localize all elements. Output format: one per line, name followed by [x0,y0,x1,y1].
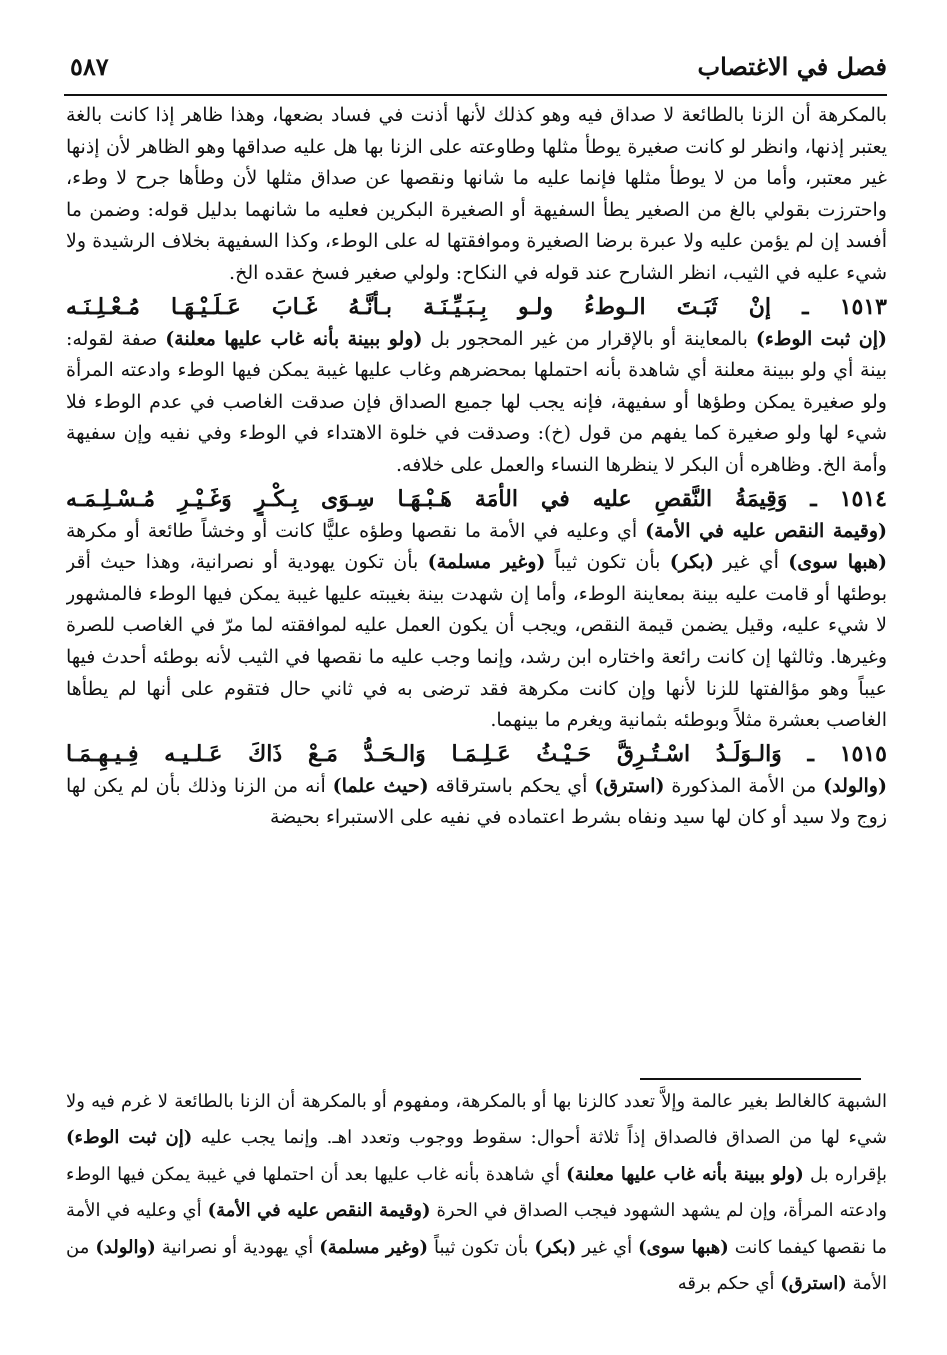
quoted-term: (وغير مسلمة) [319,1236,429,1258]
quoted-term: (ولو ببينة بأنه غاب عليها معلنة) [566,1163,804,1185]
quoted-term: (بكر) [669,551,714,574]
paragraph-text: صفة لقوله: بينة أي ولو ببينة معلنة أي شاهدة بأنه احتملها بمحضرهم وغاب عليها غيبة يمكن فيها الوطء وادعته المرأة ولو صغيرة يمكن وطؤها أو سفيهة، فإنه يجب لها جميع الصداق فإن صدقت الغاصب في عدم الوطء فلا شيء لها ولو صغيرة كما يفهم من قول (خ): وصدقت في خلوة الاهتداء في الوطء وفي نفيه وإن سفيهة وأمة الخ. وظاهره أن البكر لا ينظرها النساء والعمل على خلافه. [66,327,887,476]
paragraph-commentary-1515 [66,771,887,834]
footnote-text: من الأمة [66,1236,887,1295]
page-header [70,44,887,88]
quoted-term: (حيث علما) [332,774,429,797]
paragraph-commentary-1514 [66,516,887,737]
footnote-text: بأن تكون ثيباً [428,1236,535,1258]
footnote-paragraph [66,1084,887,1302]
quoted-term: (استرق) [594,774,665,797]
paragraph-text: بالمعاينة أو بالإقرار من غير المحجور بل [422,327,756,350]
page-number: ٥٨٧ [70,52,109,81]
quoted-term: (استرق) [780,1273,847,1295]
paragraph-text: أي وعليه في الأمة ما نقصها وطؤه عليًّا كانت أو وخشاً طائعة أو مكرهة [66,519,646,542]
footnote-text: أي غير [576,1236,639,1258]
header-rule [64,94,887,96]
main-text [66,100,887,1060]
quoted-term: (هبها سوى) [788,551,887,574]
quoted-term: (وغير مسلمة) [427,551,546,574]
footnotes [66,1084,887,1324]
verse-1515: ١٥١٥ ـ وَالـوَلَـدُ اسْـتُـرِقَّ حَـيْـثُ عَـلِـمَـا وَالـحَـدُّ مَـعْ ذَاكَ عَـلـيـه فِـيـهِـمَـا [66,740,887,767]
verse-1513: ١٥١٣ ـ إنْ ثَبَـتَ الـوطءُ ولـو بِـبَـيِّـنَـة بـأنَّـهُ غَـابَ عَـلَـيْـهَـا مُـعْـلِـنَـه [66,293,887,320]
verse-1514: ١٥١٤ ـ وَقِيمَةُ النَّقصِ عليه في الأمَة هَـبْـهَـا سِـوَى بِـكْـرٍ وَغَـيْـرِ مُـسْـلِـمَـه [66,485,887,512]
footnote-text: أي شاهدة بأنه غاب عليها بعد أن احتملها في غيبة يمكن فيها الوطء وادعته المرأة، وإن لم يشهد الشهود فيجب الصداق في الحرة [66,1163,887,1222]
paragraph-commentary-1 [66,100,887,290]
running-title: فصل في الاغتصاب [697,52,887,81]
footnote-text: بإقراره بل [803,1163,887,1185]
quoted-term: (إن ثبت الوطء) [755,327,887,350]
footnote-text: أي يهودية أو نصرانية [155,1236,320,1258]
quoted-term: (والولد) [823,774,887,797]
paragraph-text: بأن تكون يهودية أو نصرانية، وهذا حيث أقر بوطئها أو قامت عليه بينة بمعاينة الوطء، وأما إن شهدت بينة بغيبته عليها غيبة يمكن فيها الوطء فالمشهور لا شيء عليه، وقيل يضمن قيمة النقص، ويجب أن يكون العمل عليه لموافقته لما مرّ في الغاصب للصرة وغيرها. وثالثها إن كانت رائعة واختاره ابن رشد، وإنما وجب عليه ما نقصها في الثيب لأنه بوطئه أحدث فيها عيباً وهو مؤالفتها للزنا لأنها وإن كانت مكرهة فقد ترضى به في ثاني حال فتقوم على أنها لم يطأها الغاصب بعشرة مثلاً وبوطئه بثمانية ويغرم ما بينهما. [66,551,887,732]
quoted-term: (والولد) [95,1236,156,1258]
paragraph-text: أي غير [713,551,789,574]
quoted-term: (بكر) [534,1236,577,1258]
footnote-text: أي حكم برقه [677,1273,781,1295]
paragraph-text: بأن تكون ثيباً [545,551,670,574]
paragraph-text: أنه من الزنا وذلك بأن لم يكن لها زوج ولا سيد أو كان لها سيد ونفاه بشرط اعتماده في نفيه على الاستبراء بحيضة [66,774,887,829]
quoted-term: (هبها سوى) [638,1236,729,1258]
paragraph-text: أي يحكم باسترقاقه [428,774,595,797]
quoted-term: (إن ثبت الوطء) [66,1127,193,1149]
footnote-text: أي وعليه في الأمة ما نقصها كيفما كانت [66,1200,887,1258]
paragraph-text: من الأمة المذكورة [664,774,824,797]
footnote-separator [640,1078,861,1080]
quoted-term: (ولو ببينة بأنه غاب عليها معلنة) [165,327,423,350]
paragraph-text: بالمكرهة أن الزنا بالطائعة لا صداق فيه وهو كذلك لأنها أذنت في فساد بضعها، وهذا ظاهر إذا كانت بالغة يعتبر إذنها، وانظر لو كانت صغيرة يوطأ مثلها وطاوعته على الزنا بها هل عليه صداقها وهو الظاهر لأن إذنها غير معتبر، وأما من لا يوطأ مثلها فإنما عليه ما شانها ونقصها عن صداق مثلها لأن وطأها جرح لا وطء، واحترزت بقولي بالغ من الصغير يطأ السفيهة أو الصغيرة البكرين فعليه ما شانهما بدليل قوله: وضمن ما أفسد إن لم يؤمن عليه ولا عبرة برضا الصغيرة وموافقتها له على الوطء، وكذا السفيهة بخلاف الرشيدة ولا شيء عليه في الثيب، انظر الشارح عند قوله في النكاح: ولولي صغير فسخ عقده الخ. [66,104,887,284]
quoted-term: (وقيمة النقص عليه في الأمة) [207,1200,431,1222]
footnote-text: الشبهة كالغالط بغير عالمة وإلاَّ تعدد كالزنا بها أو بالمكرهة، ومفهوم أو بالمكرهة أن الزنا بالطائعة لا غرم فيه ولا شيء لها من الصداق فالصداق إذاً ثلاثة أحوال: سقوط ووجوب وتعدد اهـ. وإنما يجب عليه [66,1091,887,1149]
paragraph-commentary-1513 [66,324,887,482]
quoted-term: (وقيمة النقص عليه في الأمة) [645,519,887,542]
